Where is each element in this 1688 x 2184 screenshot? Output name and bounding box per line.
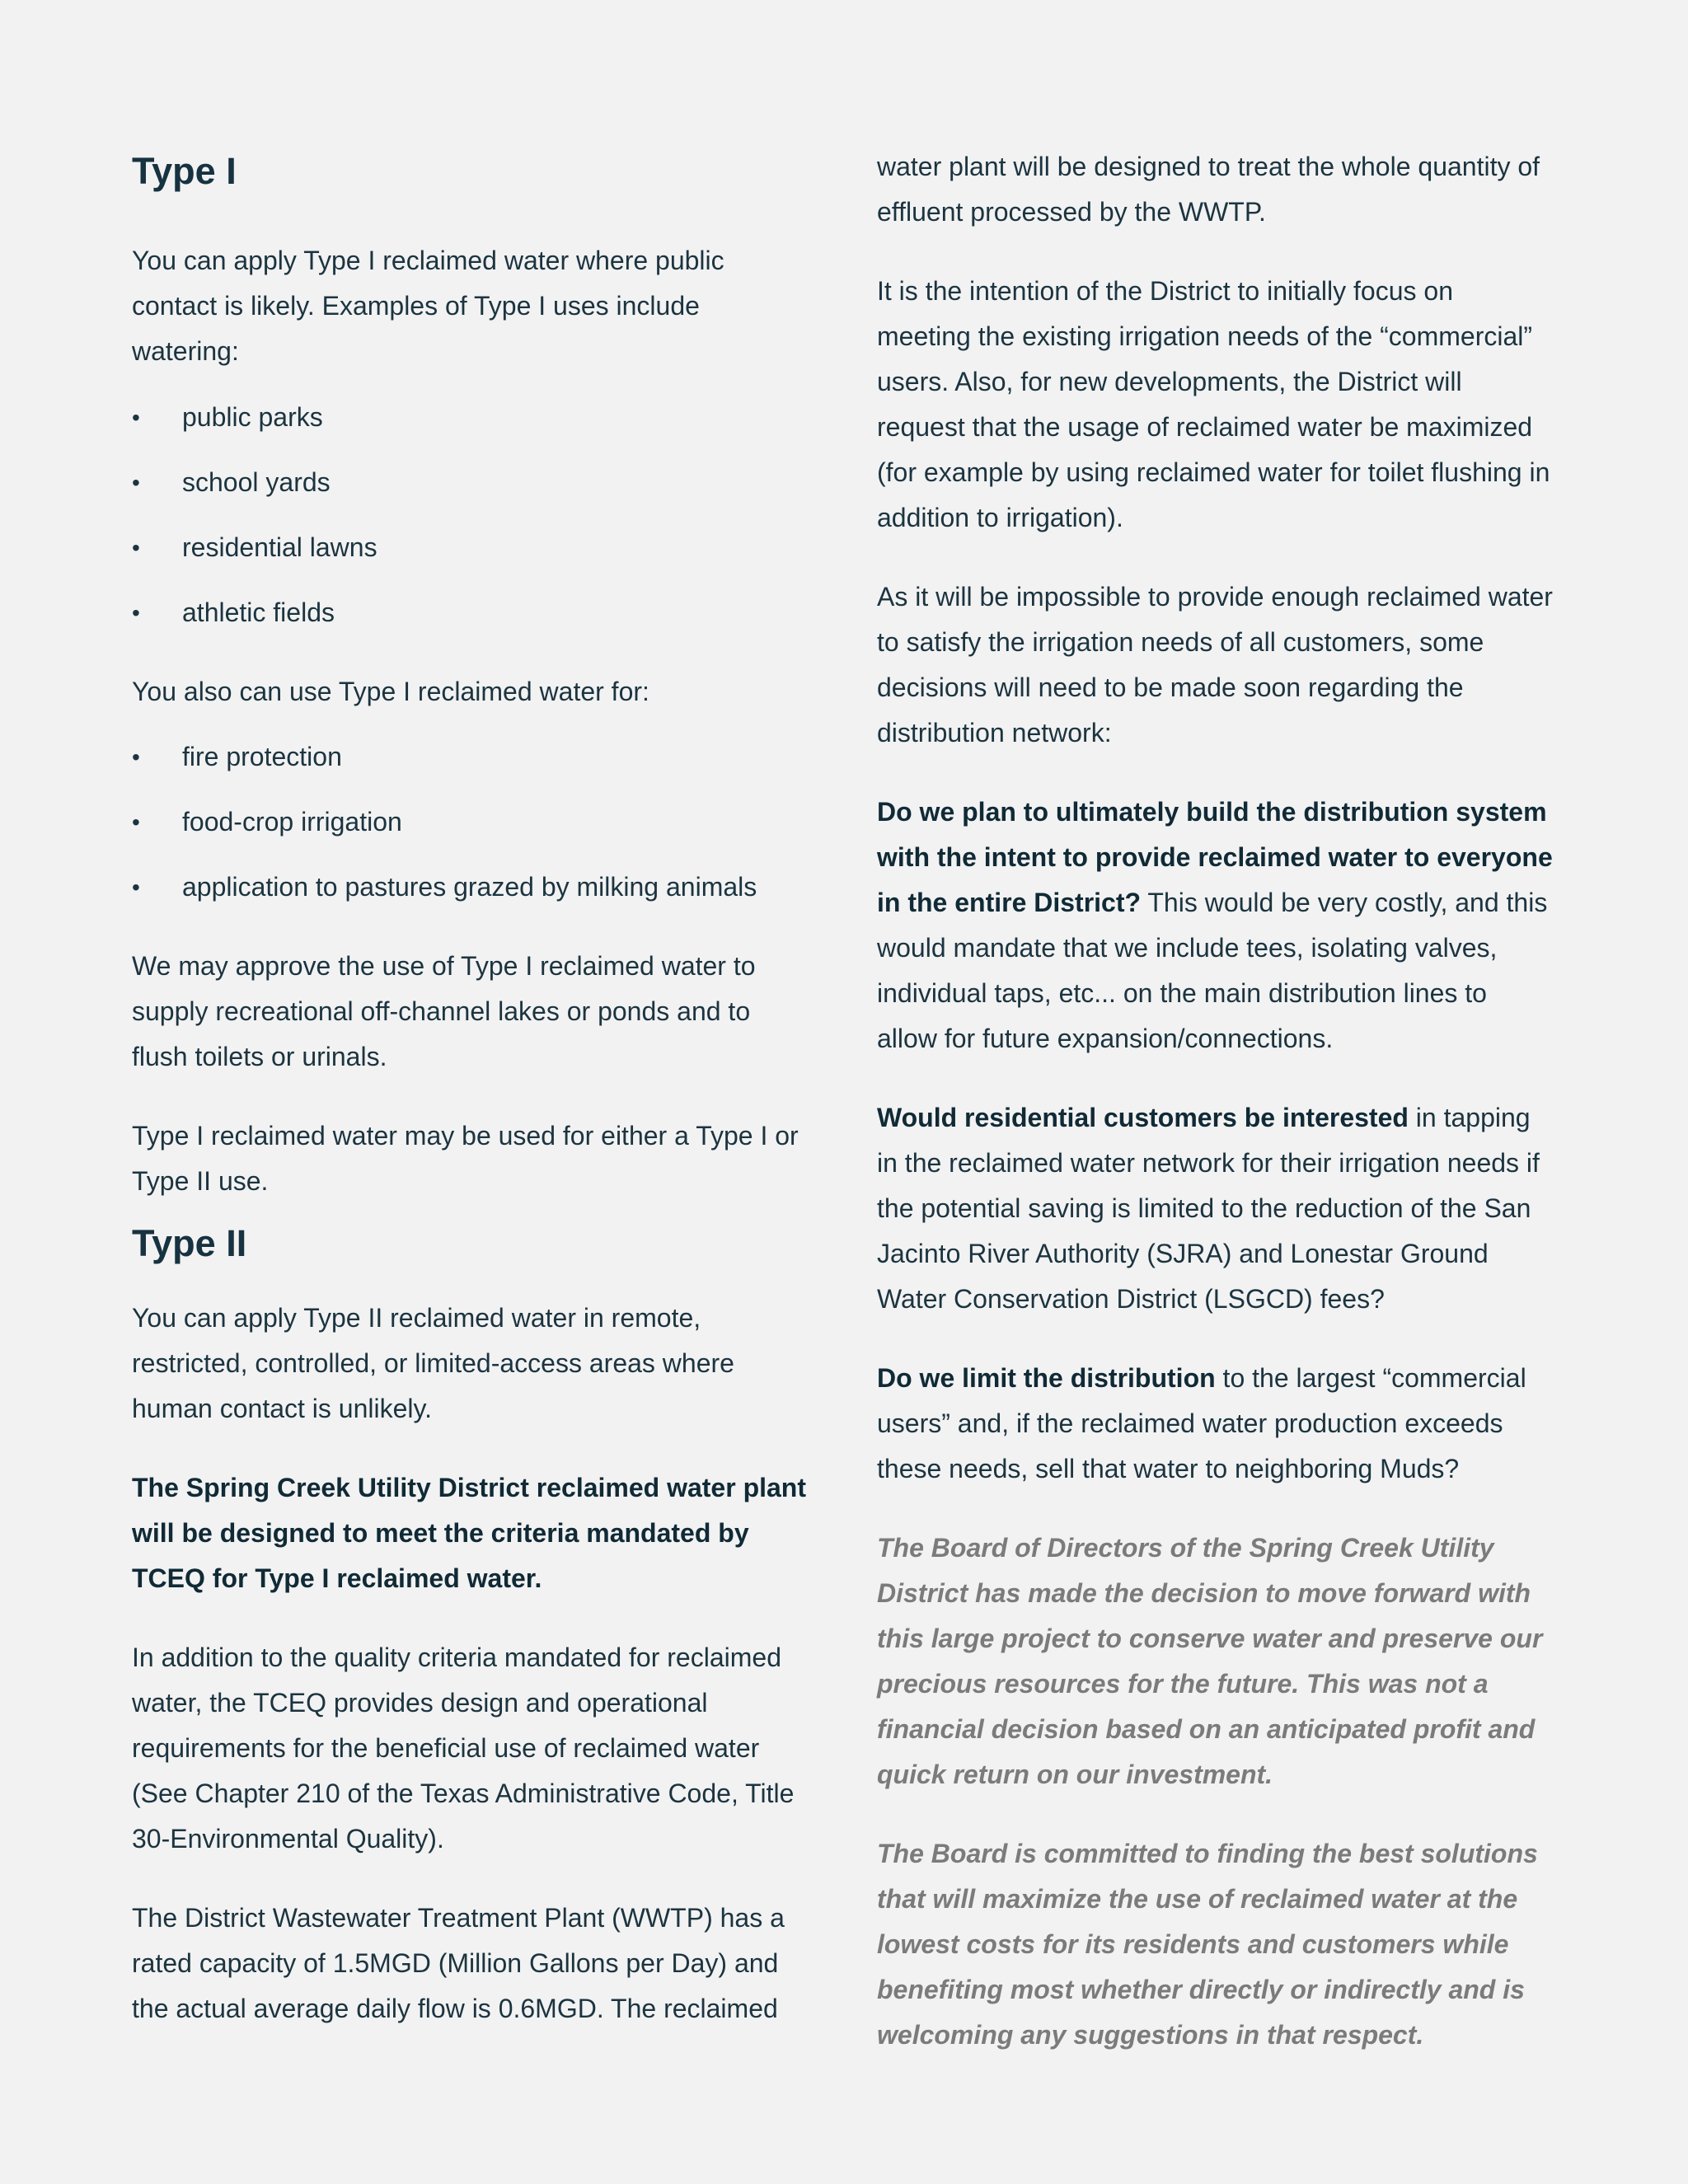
list-item: • food-crop irrigation xyxy=(132,799,808,845)
question-limit-distribution xyxy=(877,1356,1553,1492)
left-column xyxy=(132,0,808,2032)
continued-text: water plant will be designed to treat the whole quantity of effluent processed by the WWTP. xyxy=(877,152,1540,227)
also-list xyxy=(132,734,808,910)
watering-list xyxy=(132,395,808,635)
question-lead: Would residential customers be interested xyxy=(877,1103,1409,1132)
type1-heading: Type I xyxy=(132,150,237,192)
question-residential xyxy=(877,1095,1553,1322)
question-rest: to the largest “commercial users” and, if the reclaimed water production exceeds these needs, sell that water to neighboring Muds? xyxy=(877,1363,1526,1483)
type1-also-text: You also can use Type I reclaimed water for: xyxy=(132,677,649,706)
type2-intro: You can apply Type II reclaimed water in remote, restricted, controlled, or limited-access areas where human contact is unlikely. xyxy=(132,1303,734,1423)
impossible-text: As it will be impossible to provide enough reclaimed water to satisfy the irrigation needs of all customers, some decisions will need to be made soon regarding the distribution network: xyxy=(877,582,1553,748)
type1-approve-text: We may approve the use of Type I reclaimed water to supply recreational off-channel lakes or ponds and to flush toilets or urinals. xyxy=(132,951,756,1071)
intention-text: It is the intention of the District to initially focus on meeting the existing irrigation needs of the “commercial” users. Also, for new developments, the District will request that the usage of reclaimed water be maximized (for example by using reclaimed water for toilet flushing in addition to irrigation). xyxy=(877,276,1550,532)
list-item: • fire protection xyxy=(132,734,808,780)
list-item: • residential lawns xyxy=(132,525,808,570)
type2-heading: Type II xyxy=(132,1222,247,1264)
question-lead: Do we plan to ultimately build the distribution system with the intent to provide reclaimed water to everyone in the entire District? xyxy=(877,797,1553,917)
question-rest: This would be very costly, and this would mandate that we include tees, isolating valves, individual taps, etc... on the main distribution lines to allow for future expansion/connections. xyxy=(877,888,1548,1053)
type1-intro: You can apply Type I reclaimed water where public contact is likely. Examples of Type I uses include watering: xyxy=(132,246,724,366)
list-item: • public parks xyxy=(132,395,808,440)
question-lead: Do we limit the distribution xyxy=(877,1363,1216,1393)
right-column xyxy=(877,0,1553,2058)
question-rest: in tapping in the reclaimed water network for their irrigation needs if the potential saving is limited to the reduction of the San Jacinto River Authority (SJRA) and Lonestar Ground Water Conservation District (LSGCD) fees? xyxy=(877,1103,1540,1314)
type2-criteria-bold: The Spring Creek Utility District reclaimed water plant will be designed to meet the criteria mandated by TCEQ for Type I reclaimed water. xyxy=(132,1473,806,1593)
board-note-commitment: The Board is committed to finding the best solutions that will maximize the use of reclaimed water at the lowest costs for its residents and customers while benefiting most whether directly or indirectly and is welcoming any suggestions in that respect. xyxy=(877,1839,1538,2050)
question-full-district xyxy=(877,790,1553,1062)
board-note-decision: The Board of Directors of the Spring Creek Utility District has made the decision to move forward with this large project to conserve water and preserve our precious resources for the future. This was not a financial decision based on an anticipated profit and quick return on our investment. xyxy=(877,1533,1543,1789)
list-item: • school yards xyxy=(132,460,808,505)
type2-wwtp-text: The District Wastewater Treatment Plant (WWTP) has a rated capacity of 1.5MGD (Million Gallons per Day) and the actual average daily flow is 0.6MGD. The reclaimed xyxy=(132,1903,785,2023)
type1-either-text: Type I reclaimed water may be used for either a Type I or Type II use. xyxy=(132,1121,799,1196)
type2-quality-text: In addition to the quality criteria mandated for reclaimed water, the TCEQ provides design and operational requirements for the beneficial use of reclaimed water (See Chapter 210 of the Texas Administrative Code, Title 30-Environmental Quality). xyxy=(132,1643,795,1854)
list-item: • application to pastures grazed by milking animals xyxy=(132,865,808,910)
list-item: • athletic fields xyxy=(132,590,808,635)
